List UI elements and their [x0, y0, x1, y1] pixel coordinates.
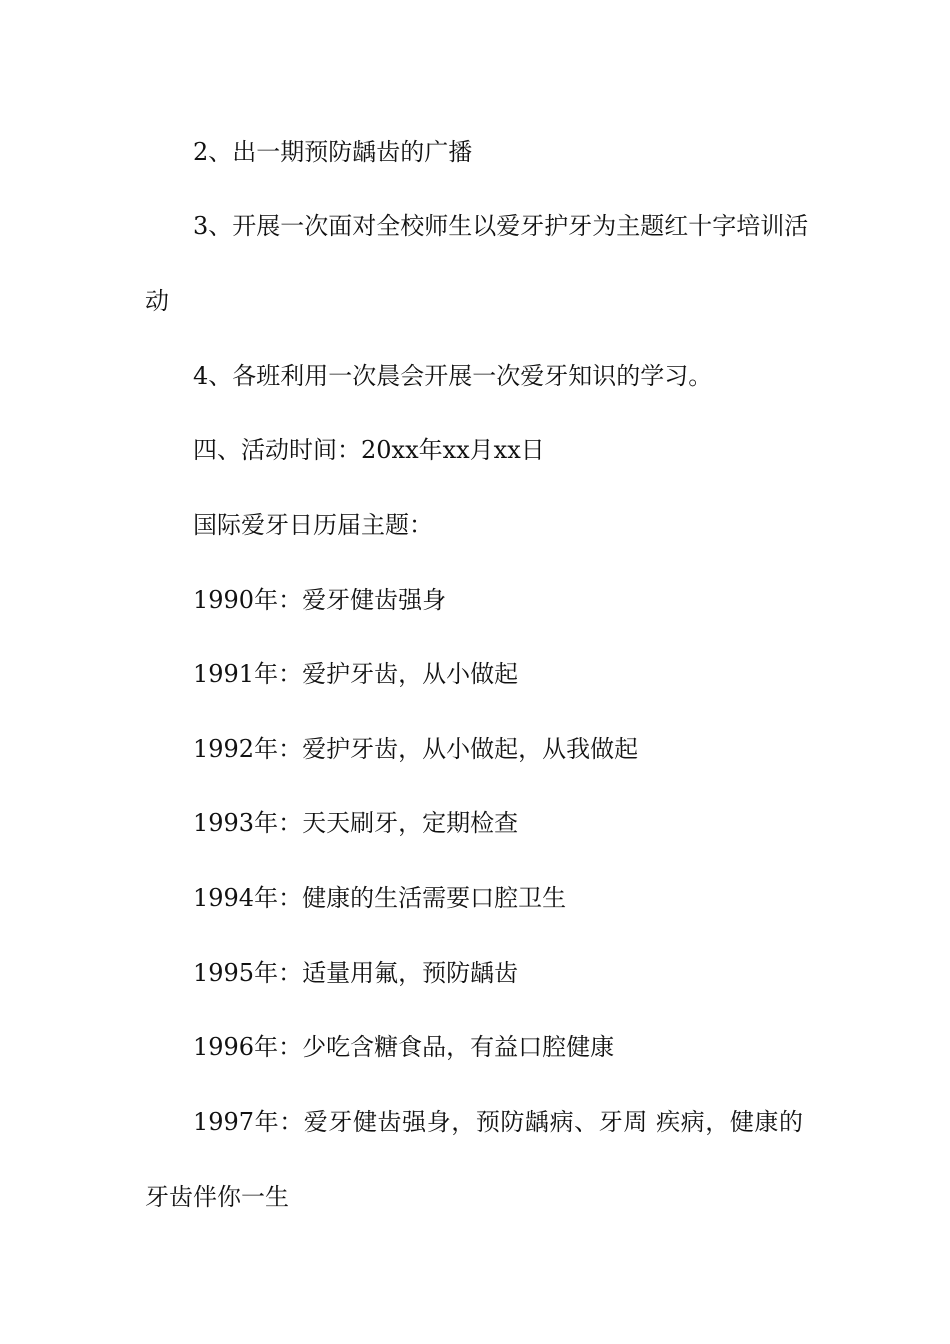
list-item-1994: 1994年：健康的生活需要口腔卫生	[193, 884, 567, 912]
list-item-1990: 1990年：爱牙健齿强身	[193, 586, 447, 614]
paragraph-themes-heading: 国际爱牙日历届主题：	[193, 511, 433, 539]
paragraph-training-line2: 动	[145, 287, 169, 315]
list-item-1993: 1993年：天天刷牙，定期检查	[193, 809, 519, 837]
paragraph-broadcast: 2、出一期预防龋齿的广播	[193, 138, 473, 166]
paragraph-morning-meeting: 4、各班利用一次晨会开展一次爱牙知识的学习。	[193, 362, 713, 390]
paragraph-training-line1: 3、开展一次面对全校师生以爱牙护牙为主题红十字培训活	[193, 212, 809, 240]
list-item-1997-line2: 牙齿伴你一生	[145, 1183, 289, 1211]
list-item-1996: 1996年：少吃含糖食品，有益口腔健康	[193, 1033, 615, 1061]
list-item-1991: 1991年：爱护牙齿，从小做起	[193, 660, 519, 688]
list-item-1992: 1992年：爱护牙齿，从小做起，从我做起	[193, 735, 639, 763]
paragraph-activity-time: 四、活动时间：20xx年xx月xx日	[193, 436, 545, 464]
list-item-1995: 1995年：适量用氟，预防龋齿	[193, 959, 519, 987]
list-item-1997-line1: 1997年：爱牙健齿强身，预防龋病、牙周 疾病，健康的	[193, 1108, 803, 1136]
